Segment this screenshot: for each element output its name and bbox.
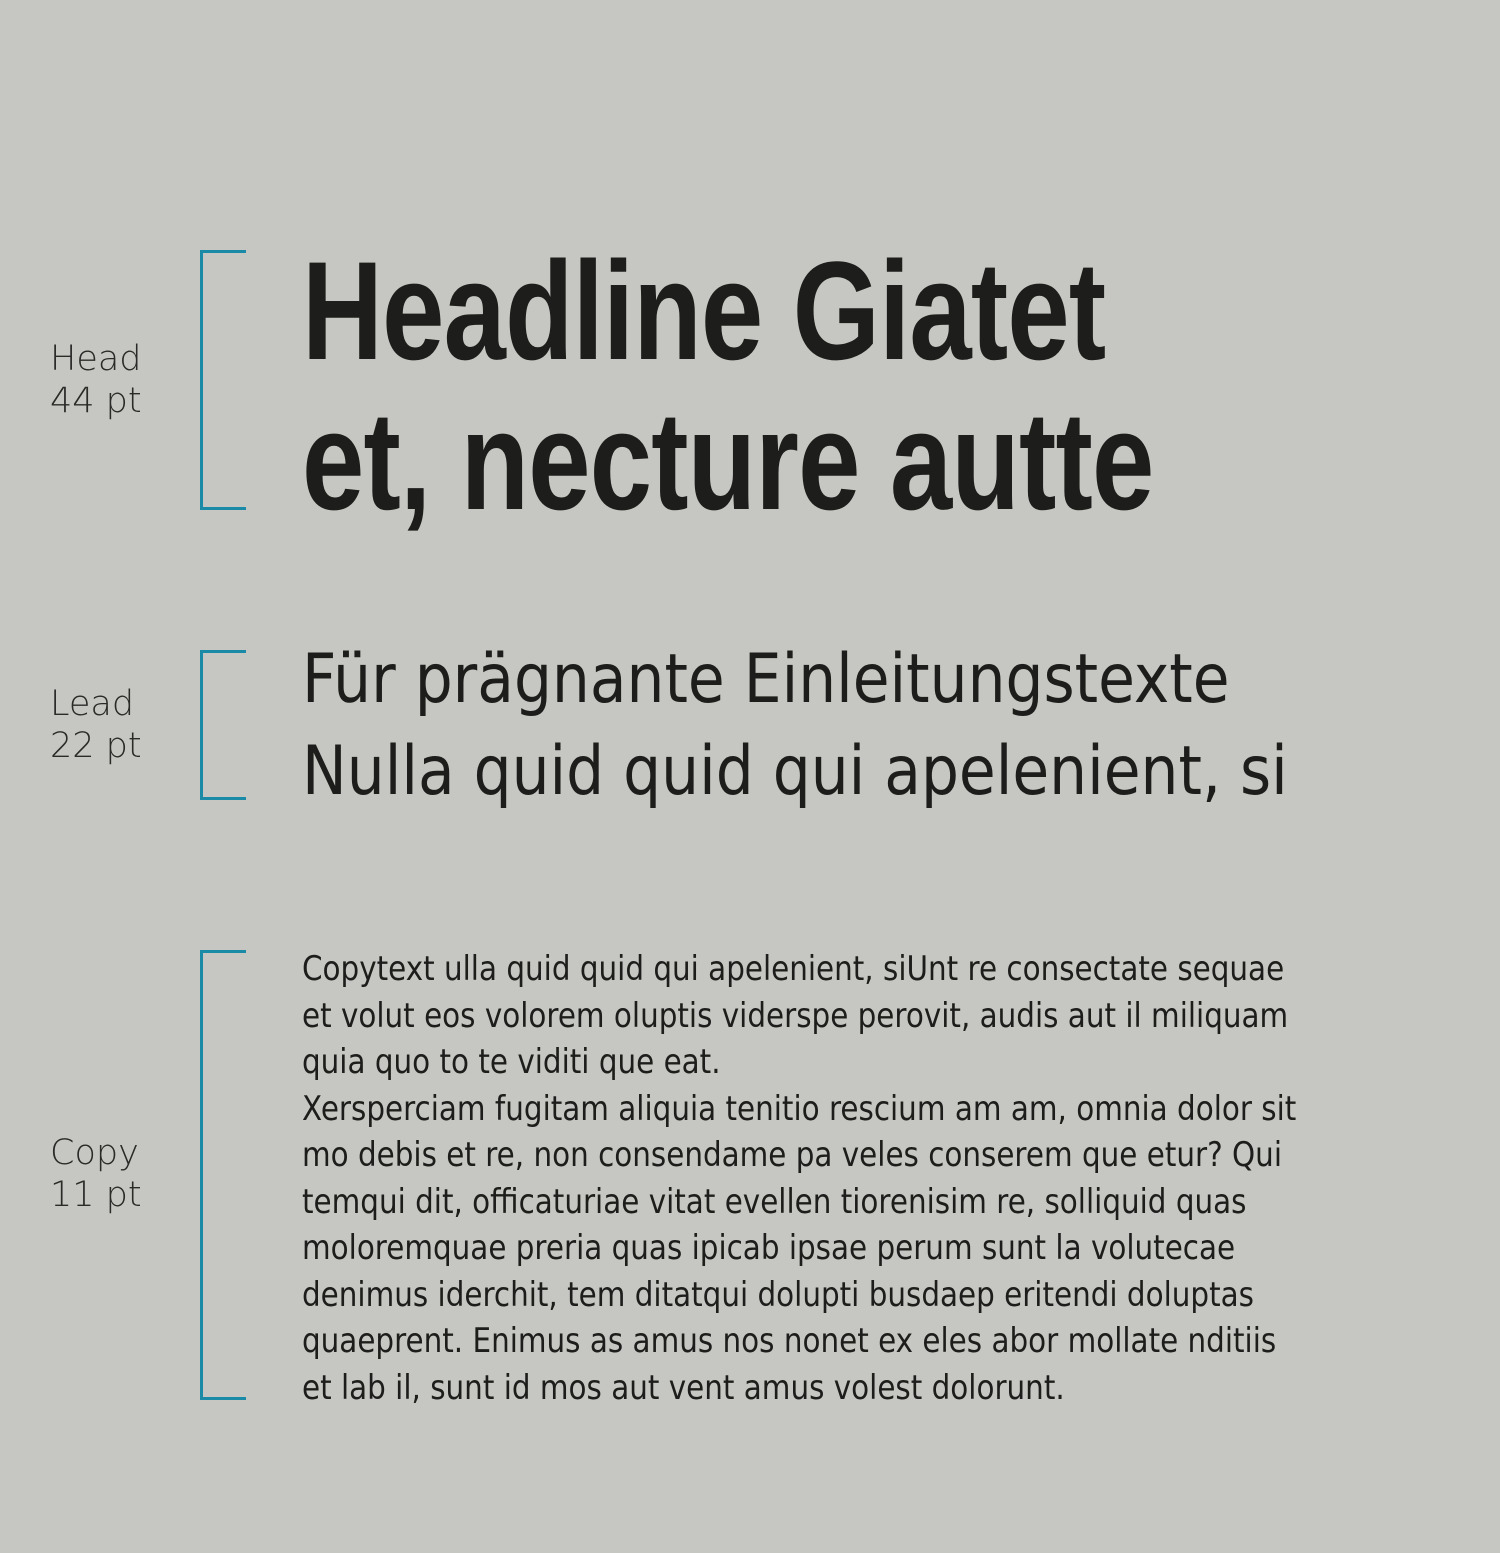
lead-section <box>0 640 1500 811</box>
headline-line-2: et, necture autte <box>302 382 1154 539</box>
copy-line: Copytext ulla quid quid qui apelenient, siUnt re consectate sequae <box>302 949 1285 989</box>
lead-line-2: Nulla quid quid qui apelenient, si <box>302 732 1288 811</box>
lead-label <box>50 683 142 767</box>
copy-line: quia quo to te viditi que eat. <box>302 1042 721 1082</box>
lead-label-size: 22 pt <box>50 726 142 766</box>
copy-bracket <box>200 950 246 1400</box>
copy-label <box>50 1132 142 1216</box>
head-label <box>50 338 142 422</box>
head-bracket <box>200 250 246 510</box>
lead-text <box>302 634 1288 818</box>
copy-label-name: Copy <box>50 1133 139 1173</box>
copy-line: temqui dit, officaturiae vitat evellen tiorenisim re, solliquid quas <box>302 1181 1247 1222</box>
copy-line: et lab il, sunt id mos aut vent amus volest dolorunt. <box>302 1367 1065 1408</box>
copy-line: moloremquae preria quas ipicab ipsae perum sunt la volutecae <box>302 1228 1236 1268</box>
lead-label-name: Lead <box>50 684 135 724</box>
head-section <box>0 232 1500 539</box>
copy-section <box>0 949 1500 1408</box>
headline-line-1: Headline Giatet <box>302 232 1106 389</box>
lead-bracket <box>200 650 246 800</box>
head-label-name: Head <box>50 339 142 379</box>
copy-line: Xersperciam fugitam aliquia tenitio rescium am am, omnia dolor sit <box>302 1088 1297 1129</box>
copy-paragraph-2 <box>302 1086 1340 1412</box>
head-label-size: 44 pt <box>50 381 142 421</box>
copy-line: denimus iderchit, tem ditatqui dolupti busdaep eritendi doluptas <box>302 1274 1254 1315</box>
copy-line: mo debis et re, non consendame pa veles conserem que etur? Qui <box>302 1135 1283 1175</box>
lead-line-1: Für prägnante Einleitungstexte <box>302 640 1230 719</box>
copy-line: et volut eos volorem oluptis viderspe perovit, audis aut il miliquam <box>302 995 1289 1036</box>
copy-text <box>302 946 1340 1411</box>
headline-text <box>302 232 1154 539</box>
copy-label-size: 11 pt <box>50 1175 142 1215</box>
copy-line: quaeprent. Enimus as amus nos nonet ex eles abor mollate nditiis <box>302 1321 1277 1361</box>
copy-paragraph-1 <box>302 946 1340 1086</box>
